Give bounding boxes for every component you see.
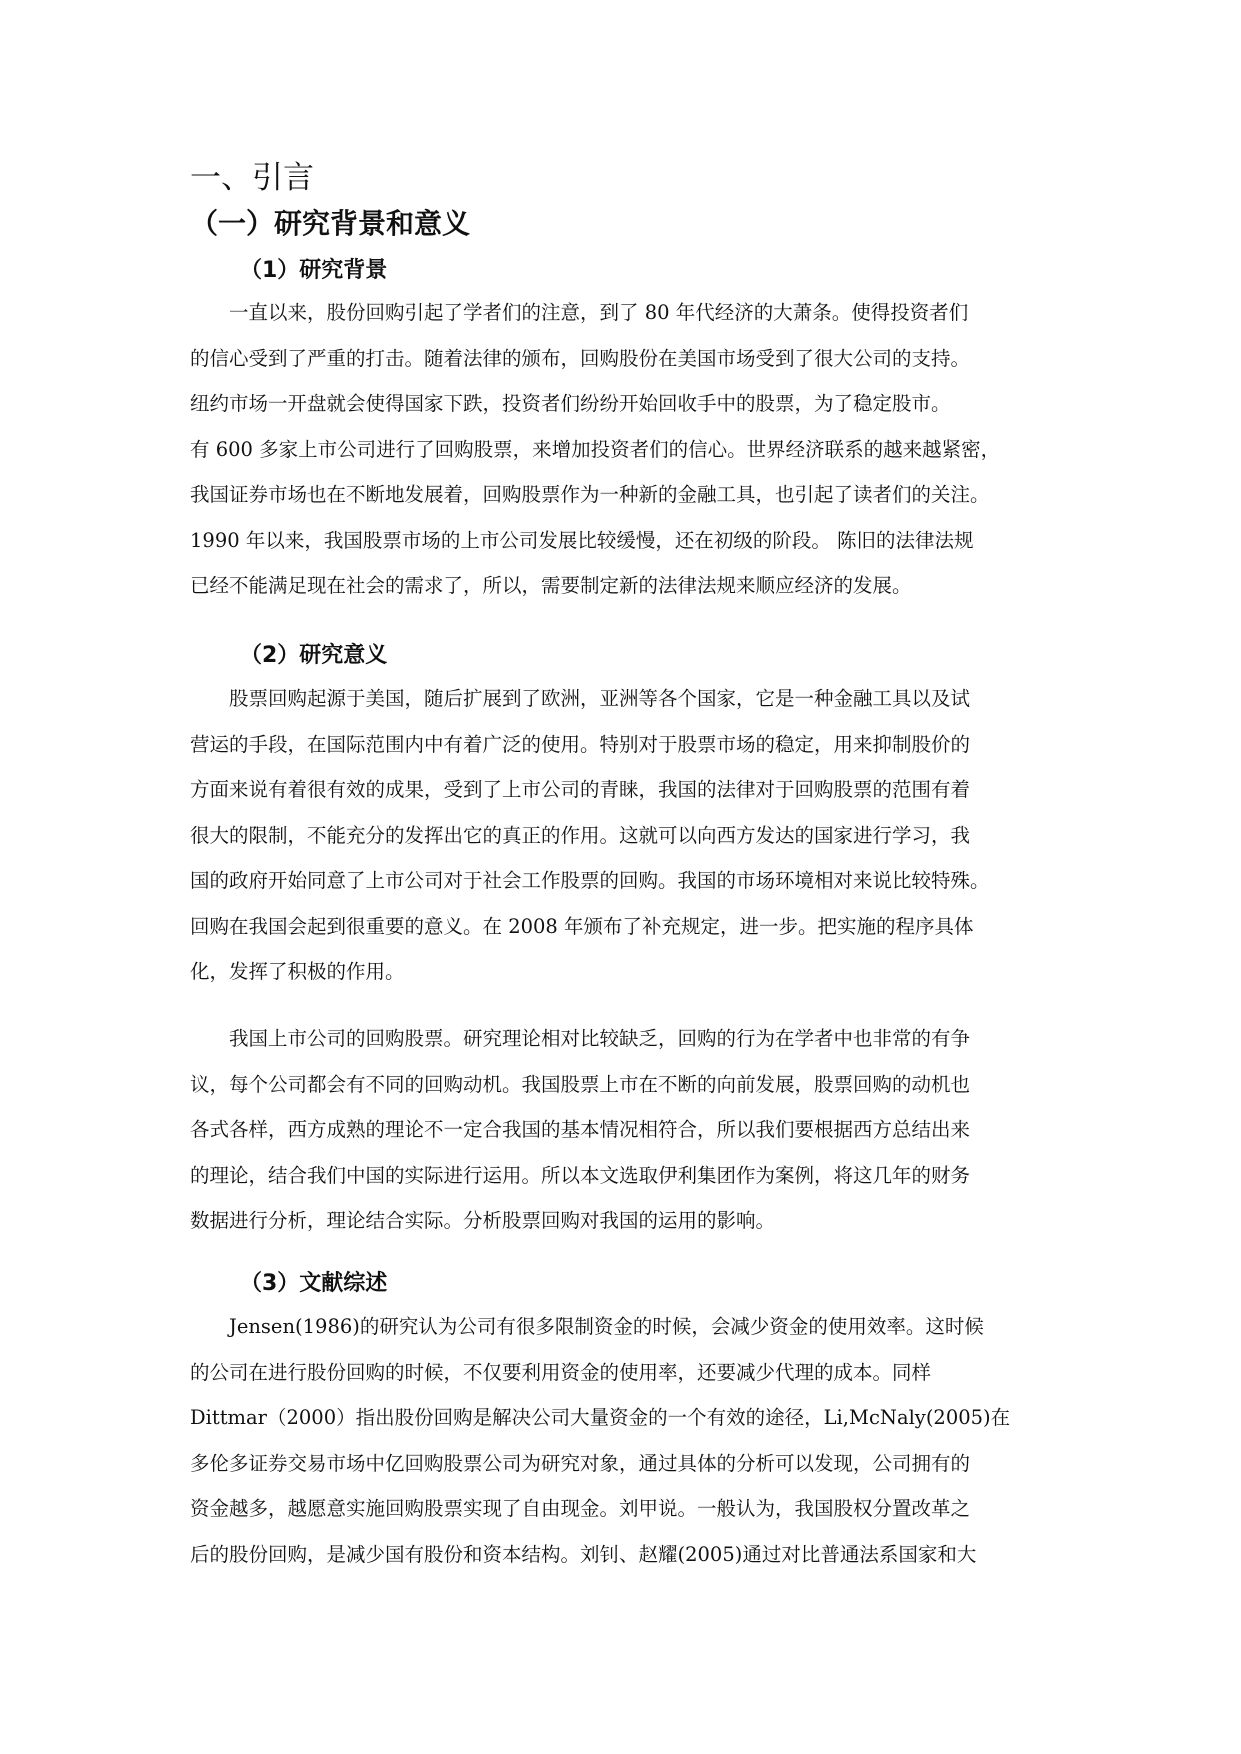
text-line: 数据进行分析，理论结合实际。分析股票回购对我国的运用的影响。 — [190, 1209, 776, 1232]
text-line: 有 600 多家上市公司进行了回购股票，来增加投资者们的信心。世界经济联系的越来越紧密， — [190, 437, 1001, 461]
text-line: 方面来说有着很有效的成果，受到了上市公司的青睐，我国的法律对于回购股票的范围有着 — [190, 778, 971, 801]
text-line: 股票回购起源于美国，随后扩展到了欧洲，亚洲等各个国家，它是一种金融工具以及试 — [190, 687, 971, 710]
text-line: 后的股份回购，是减少国有股份和资本结构。刘钊、赵耀(2005)通过对比普通法系国家和大 — [190, 1542, 977, 1566]
paragraph-significance-1 — [190, 676, 1066, 995]
text-line: 我国上市公司的回购股票。研究理论相对比较缺乏，回购的行为在学者中也非常的有争 — [190, 1027, 971, 1050]
text-line: 1990 年以来，我国股票市场的上市公司发展比较缓慢，还在初级的阶段。 陈旧的法律法规 — [190, 528, 974, 552]
text-line: 已经不能满足现在社会的需求了，所以，需要制定新的法律法规来顺应经济的发展。 — [190, 574, 912, 597]
text-line: Jensen(1986)的研究认为公司有很多限制资金的时候，会减少资金的使用效率。这时候 — [190, 1315, 984, 1338]
subsection-heading-significance: （2）研究意义 — [240, 643, 388, 668]
text-line: 的信心受到了严重的打击。随着法律的颁布，回购股份在美国市场受到了很大公司的支持。 — [190, 346, 971, 370]
paragraph-significance-2 — [190, 1016, 1066, 1244]
text-line: 资金越多，越愿意实施回购股票实现了自由现金。刘甲说。一般认为，我国股权分置改革之 — [190, 1497, 971, 1520]
text-line: 我国证券市场也在不断地发展着，回购股票作为一种新的金融工具，也引起了读者们的关注。 — [190, 483, 990, 506]
text-line: 回购在我国会起到很重要的意义。在 2008 年颁布了补充规定，进一步。把实施的程序具体 — [190, 914, 974, 938]
chapter-heading: 一、引言 — [190, 160, 314, 196]
text-line: 的理论，结合我们中国的实际进行运用。所以本文选取伊利集团作为案例，将这几年的财务 — [190, 1163, 971, 1187]
text-line: 化，发挥了积极的作用。 — [190, 960, 405, 983]
text-line: 多伦多证券交易市场中亿回购股票公司为研究对象，通过具体的分析可以发现，公司拥有的 — [190, 1451, 971, 1475]
section-heading: （一）研究背景和意义 — [190, 207, 471, 240]
subsection-heading-background: （1）研究背景 — [240, 258, 388, 283]
text-line: Dittmar（2000）指出股份回购是解决公司大量资金的一个有效的途径，Li,McNaly(2005)在 — [190, 1406, 1011, 1429]
text-line: 的公司在进行股份回购的时候，不仅要利用资金的使用率，还要减少代理的成本。同样 — [190, 1360, 932, 1384]
paragraph-background — [190, 290, 1066, 609]
text-line: 纽约市场一开盘就会使得国家下跌，投资者们纷纷开始回收手中的股票，为了稳定股市。 — [190, 392, 951, 415]
subsection-heading-literature: （3）文献综述 — [240, 1271, 388, 1296]
text-line: 各式各样，西方成熟的理论不一定合我国的基本情况相符合，所以我们要根据西方总结出来 — [190, 1118, 971, 1141]
text-line: 很大的限制，不能充分的发挥出它的真正的作用。这就可以向西方发达的国家进行学习，我 — [190, 823, 971, 847]
text-line: 一直以来，股份回购引起了学者们的注意，到了 80 年代经济的大萧条。使得投资者们 — [190, 301, 969, 324]
text-line: 议，每个公司都会有不同的回购动机。我国股票上市在不断的向前发展，股票回购的动机也 — [190, 1072, 971, 1096]
text-line: 国的政府开始同意了上市公司对于社会工作股票的回购。我国的市场环境相对来说比较特殊。 — [190, 869, 990, 892]
paragraph-literature — [190, 1304, 1066, 1577]
text-line: 营运的手段，在国际范围内中有着广泛的使用。特别对于股票市场的稳定，用来抑制股价的 — [190, 732, 971, 756]
